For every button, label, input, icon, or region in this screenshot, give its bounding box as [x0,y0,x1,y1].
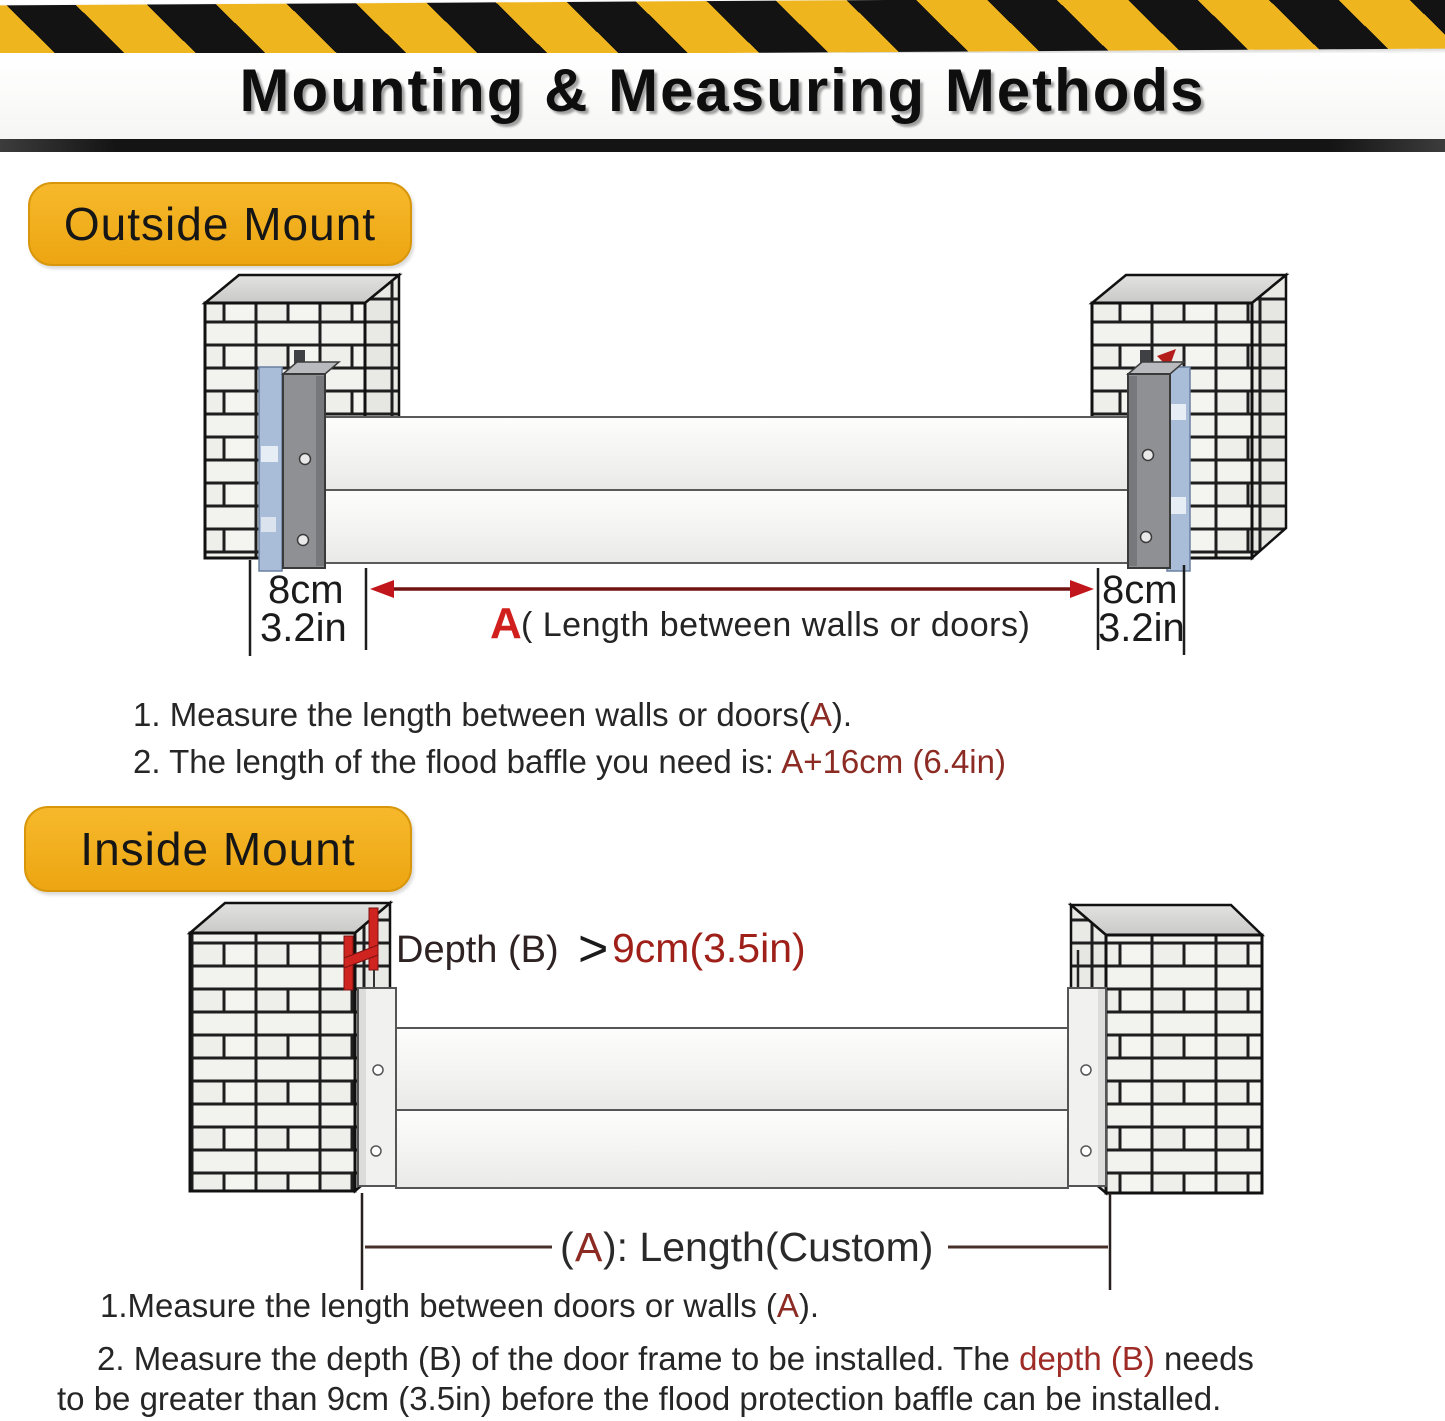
inside-step-1-a: A [776,1287,799,1324]
inside-barrier-board-bottom [396,1110,1068,1188]
inside-step-1 [100,1287,819,1325]
inside-left-pillar-front-face [190,933,355,1191]
inside-mount-diagram [0,895,1445,1290]
depth-label: Depth (B) [396,929,559,971]
right-channel-rivet-1 [1143,450,1154,461]
barrier-board-bottom [325,490,1128,563]
inside-left-channel-group [358,988,396,1186]
inside-right-rivet-1 [1081,1065,1091,1075]
arrowhead-right [1070,580,1094,598]
left-channel-rivet-1 [300,454,311,465]
outside-step-2-text: 2. The length of the flood baffle you need is: [133,743,782,780]
outside-step-1-text: 1. Measure the length between walls or doors( [133,696,810,733]
inside-left-channel-shade [359,989,366,1185]
left-seal-notch-1 [261,446,278,462]
inside-right-channel-shade [1098,989,1105,1185]
caution-tape-stripe [0,0,1445,57]
arrowhead-left [370,580,394,598]
inside-mount-badge [24,806,412,892]
inside-dim-text: ): Length(Custom) [603,1224,934,1270]
inside-step-2-line-2 [57,1380,1221,1418]
inside-step-2-depth-ref: depth (B) [1019,1340,1155,1377]
right-seal-notch-1 [1169,404,1186,420]
left-seal-notch-2 [261,517,276,532]
depth-indicator-back-bar [369,908,378,970]
left-seal-strip [259,367,282,571]
dim-left-in-label: 3.2in [260,606,347,650]
inside-step-1-text: 1.Measure the length between doors or walls ( [100,1287,777,1324]
right-channel-rivet-2 [1141,532,1152,543]
inside-step-2-line-1 [97,1340,1254,1378]
inside-flood-barrier [396,1028,1068,1188]
outside-mount-label: Outside Mount [63,198,377,250]
barrier-board-top [325,417,1128,490]
flood-barrier [325,417,1128,563]
depth-gt-sign: > [578,920,609,978]
dim-a-description: ( Length between walls or doors) [521,606,1031,644]
right-pillar-side-face [1252,275,1286,558]
dim-a-letter: A [490,599,522,648]
depth-value: 9cm(3.5in) [612,925,806,971]
inside-step-2-text: 2. Measure the depth (B) of the door frame to be installed. The [97,1340,1020,1377]
outside-step-1 [133,691,1006,738]
inside-left-rivet-2 [371,1146,381,1156]
outside-step-1-a: A [809,696,832,733]
inside-dim-paren: ( [560,1224,574,1270]
inside-right-pillar-front-face [1106,935,1262,1193]
right-mounting-assembly [1128,349,1190,571]
right-channel-edge-shade [1129,376,1137,566]
inside-step-1-end: ). [798,1287,820,1324]
inside-barrier-board-top [396,1028,1068,1110]
dim-right-in-label: 3.2in [1098,606,1185,650]
inside-left-rivet-1 [373,1065,383,1075]
dim-left-cm-label: 8cm [268,568,344,612]
outside-mount-badge [28,182,412,266]
right-seal-notch-2 [1169,497,1186,514]
outside-step-1-end: ). [831,696,853,733]
outside-step-2 [133,738,1006,785]
inside-step-2-needs: needs [1154,1340,1254,1377]
left-channel-rivet-2 [298,535,309,546]
dim-right-cm-label: 8cm [1102,568,1178,612]
inside-dim-a-letter: A [575,1224,603,1270]
inside-step-2-continuation: to be greater than 9cm (3.5in) before the flood protection baffle can be installed. [57,1380,1222,1417]
outside-instructions [133,691,1006,785]
outside-step-2-formula: A+16cm (6.4in) [781,743,1006,780]
outside-mount-diagram [0,265,1445,680]
page-title: Mounting & Measuring Methods [239,57,1206,124]
header-divider-bar [0,139,1445,152]
left-channel-edge-shade [316,376,324,566]
inside-right-rivet-2 [1081,1146,1091,1156]
inside-mount-label: Inside Mount [80,823,356,875]
